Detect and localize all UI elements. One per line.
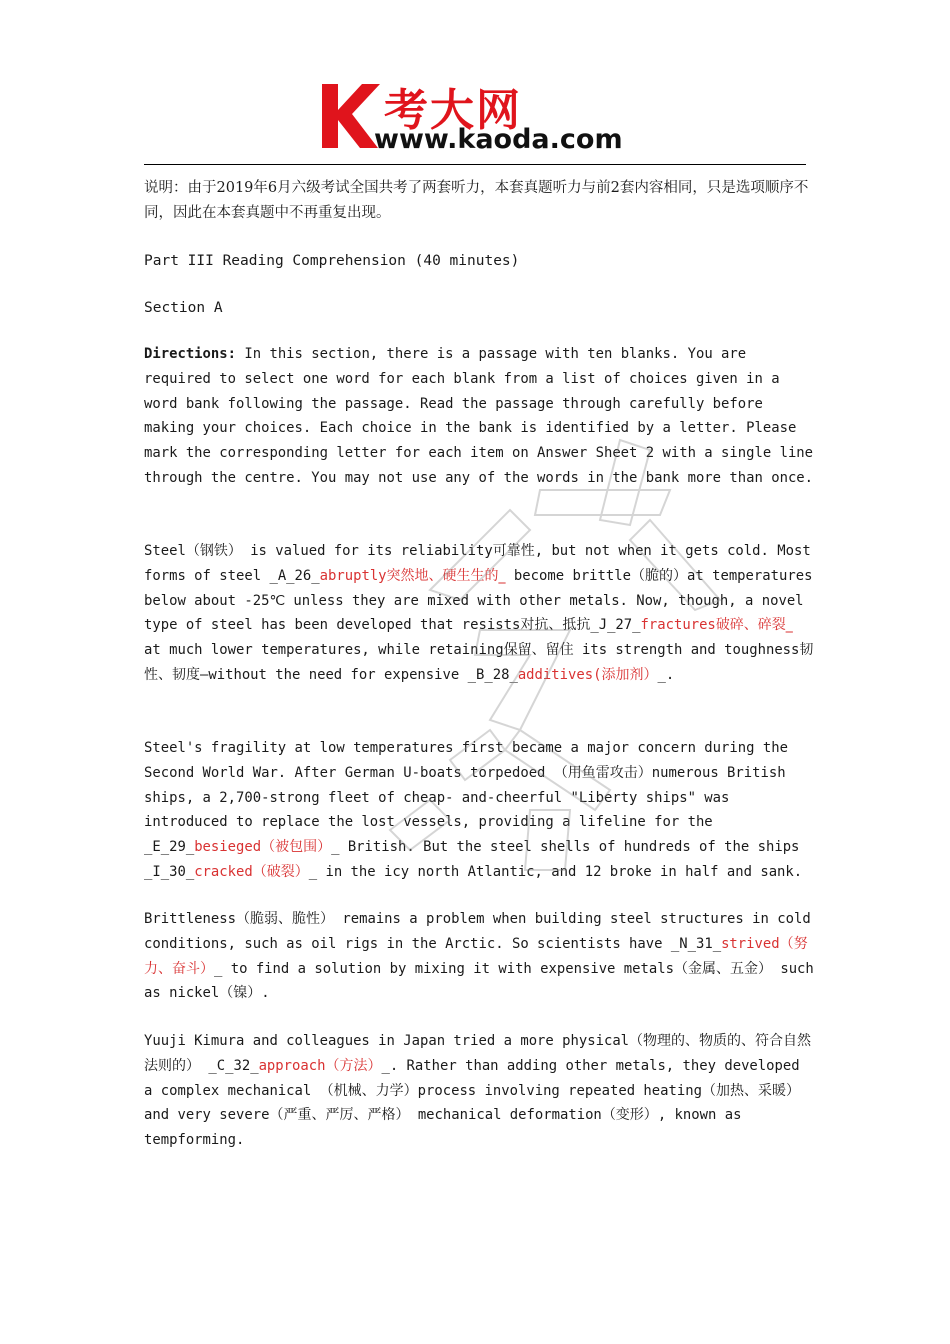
answer-32: approach <box>258 1057 326 1074</box>
text-run: become brittle <box>505 567 631 584</box>
text-run: _. Rather than adding other metals, they developed a complex mechanical <box>144 1057 800 1099</box>
passage-paragraph-1 <box>144 539 816 688</box>
gloss: 韧性、韧度 <box>144 642 814 683</box>
text-run: at much lower temperatures, while retaining <box>144 642 504 659</box>
answer-27-gloss: 破碎、碎裂_ <box>715 617 793 634</box>
text-run: _. <box>657 666 675 683</box>
blank-30: _I_30_ <box>144 863 195 880</box>
text-run: is valued for its reliability <box>241 543 493 559</box>
part-title: Part III Reading Comprehension (40 minutes) <box>144 253 520 269</box>
answer-32-gloss: （方法） <box>325 1057 382 1074</box>
blank-27: _J_27_ <box>590 617 641 634</box>
k-logo-icon <box>318 80 380 150</box>
text-run: such as nickel <box>144 960 814 1002</box>
gloss: （用鱼雷攻击） <box>553 764 652 781</box>
kaoda-logo <box>318 80 638 160</box>
text-run: remains a problem when building steel structures in cold conditions, such as oil rigs in the Arctic. So scientists have <box>144 911 811 952</box>
answer-28: additives( <box>517 666 602 683</box>
gloss: 对抗、抵抗 <box>520 617 591 634</box>
gloss: 可靠性 <box>492 543 535 559</box>
answer-28-gloss: 添加剂） <box>601 666 658 683</box>
text-run: and very severe <box>144 1107 270 1124</box>
directions-label: Directions: <box>144 346 236 362</box>
directions-text: In this section, there is a passage with ten blanks. You are required to select one word for each blank from a list of choices given in a word bank following the passage. Read the passage through carefully before making your choices. Each choice in the bank is identified by a letter. Please mark the corresponding letter for each item on Answer Sheet 2 with a single line through the centre. You may not use any of the words in the bank more than once. <box>144 346 814 486</box>
answer-27: fractures <box>640 617 716 634</box>
answer-29: besieged <box>194 839 262 856</box>
logo-chinese-text: 考大网 <box>384 85 522 136</box>
gloss: （严重、严厉、严格） <box>269 1107 410 1124</box>
text-run: Yuuji Kimura and colleagues in Japan tried a more physical <box>144 1033 630 1049</box>
text-run: at temperatures below about -25℃ unless they are mixed with other metals. Now, though, a novel type of steel has been developed that resists <box>144 567 813 634</box>
text-run: . <box>261 985 270 1002</box>
text-run: —without the need for expensive <box>200 666 468 683</box>
text-run: Brittleness <box>144 911 236 927</box>
blank-28: _B_28_ <box>467 666 518 683</box>
text-run: _ in the icy north Atlantic, and 12 broke in half and sank. <box>308 863 803 880</box>
passage-paragraph-2 <box>144 736 816 885</box>
blank-29: _E_29_ <box>144 839 195 856</box>
answer-31-gloss: （努力、奋斗） <box>144 935 808 977</box>
text-run: numerous British ships, a 2,700-strong fleet of cheap- and-cheerful "Liberty ships" was introduced to replace the lost vessels, providing a lifeline for the <box>144 764 786 831</box>
gloss: 保留、留住 <box>503 642 574 659</box>
answer-29-gloss: （被包围） <box>261 839 332 856</box>
gloss: （加热、采暖） <box>701 1082 800 1099</box>
text-run: mechanical deformation <box>409 1107 602 1124</box>
blank-32: _C_32_ <box>208 1057 259 1074</box>
passage-paragraph-4 <box>144 1029 816 1153</box>
answer-30-gloss: （破裂） <box>252 863 309 880</box>
header-divider <box>144 164 806 165</box>
text-run: , known as tempforming. <box>144 1107 742 1149</box>
text-run: Steel's fragility at low temperatures first became a major concern during the Second World War. After German U-boats torpedoed <box>144 740 788 781</box>
blank-31: _N_31_ <box>670 935 722 952</box>
text-run: process involving repeated heating <box>417 1082 702 1099</box>
answer-26-gloss: 突然地、硬生生的_ <box>386 567 506 584</box>
gloss: （物理的、物质的、符合自然法则的） <box>144 1033 812 1074</box>
text-run: _ British. But the steel shells of hundreds of the ships <box>331 839 800 856</box>
gloss: （镍） <box>219 985 262 1002</box>
answer-26: abruptly <box>319 567 387 584</box>
logo-url-text: www.kaoda.com <box>374 124 623 155</box>
gloss: （变形） <box>601 1107 658 1124</box>
blank-26: _A_26_ <box>269 567 320 584</box>
text-run: Steel <box>144 543 186 559</box>
gloss: （脆的） <box>631 567 687 584</box>
section-title: Section A <box>144 300 223 316</box>
passage-paragraph-3 <box>144 907 816 1006</box>
text-run: , but not when it gets cold. Most forms of steel <box>144 543 811 584</box>
text-run: _ to find a solution by mixing it with expensive metals <box>214 960 674 977</box>
directions-paragraph <box>144 342 816 491</box>
text-run: its strength and toughness <box>573 642 800 659</box>
answer-30: cracked <box>194 863 253 880</box>
gloss: （金属、五金） <box>673 960 772 977</box>
gloss: （机械、力学） <box>319 1082 418 1099</box>
exam-note: 说明：由于2019年6月六级考试全国共考了两套听力，本套真题听力与前2套内容相同，只是选项顺序不同，因此在本套真题中不再重复出现。 <box>144 180 809 221</box>
answer-31: strived <box>721 935 780 952</box>
gloss: （钢铁） <box>185 543 242 559</box>
gloss: （脆弱、脆性） <box>236 911 334 927</box>
